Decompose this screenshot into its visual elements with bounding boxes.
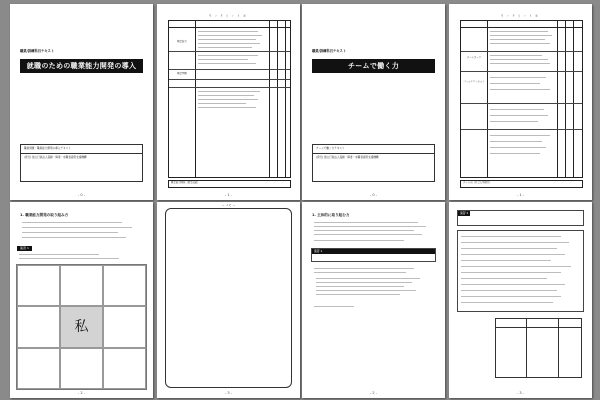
row-label: チームワーク [466, 56, 482, 59]
page-number: - 3 - [517, 390, 524, 395]
memo-title: ー メモ ー [221, 203, 236, 207]
cover-info-line: 職業訓練・職業能力開発の導入テキスト [24, 147, 71, 150]
section-title: 1. 職業能力開発の取り組み方 [20, 213, 69, 217]
cover-title: チームで働く力 [312, 59, 435, 73]
cover-info-box [312, 144, 435, 182]
worksheet-header: ﾜ ｰ ｸ ｼ ｰ ﾄ ① [209, 14, 248, 18]
worksheet-footer: 職業能力開発（就業技能） [168, 180, 291, 188]
page-number: - 0 - [78, 192, 85, 197]
cover-publisher: (発行) 独立行政法人高齢・障害・求職者雇用支援機構 [24, 155, 87, 159]
spread-top-left [10, 4, 300, 200]
page-number: - 2 - [78, 390, 85, 395]
exercise-label: 演習 1 [17, 246, 32, 251]
exercise-label: 演習 2 [460, 211, 469, 215]
page-cover-2 [302, 4, 445, 200]
cover-tag: 職業/訓練科目テキスト [20, 49, 55, 53]
spread-bottom-left [10, 202, 300, 398]
spread-top-right [302, 4, 592, 200]
page-content-2 [302, 202, 445, 398]
page-content-1 [10, 202, 153, 398]
page-number: - 1 - [225, 192, 232, 197]
answer-table [495, 318, 582, 378]
spread-bottom-right [302, 202, 592, 398]
page-worksheet-2 [449, 4, 592, 200]
worksheet-table [460, 20, 583, 178]
worksheet-header: ﾜ ｰ ｸ ｼ ｰ ﾄ ① [501, 14, 540, 18]
page-number: - 0 - [370, 192, 377, 197]
exercise-label: 演習 1 [312, 249, 435, 254]
grid-center-cell: 私 [60, 306, 103, 347]
cover-info-line: チームで働く力テキスト [316, 147, 345, 150]
exercise-box [311, 248, 436, 262]
cover-tag: 職業/訓練科目テキスト [312, 49, 347, 53]
worksheet-table [168, 20, 291, 178]
page-number: - 1 - [517, 192, 524, 197]
page-worksheet-1 [157, 4, 300, 200]
cover-info-box [20, 144, 143, 182]
page-content-3 [449, 202, 592, 398]
page-number: - 2 - [370, 390, 377, 395]
page-number: - 3 - [225, 390, 232, 395]
memo-frame [165, 208, 292, 388]
page-memo [157, 202, 300, 398]
cover-publisher: (発行) 独立行政法人高齢・障害・求職者雇用支援機構 [316, 155, 379, 159]
cover-title: 就職のための職業能力開発の導入 [20, 59, 143, 73]
page-cover-1 [10, 4, 153, 200]
section-title: 1. 主体的に取り組む力 [312, 213, 350, 217]
exercise-box [457, 210, 584, 226]
mandala-grid [16, 264, 147, 390]
worksheet-footer: チーム内（社会人基礎力） [460, 180, 583, 188]
row-label: 職業理解 [177, 72, 187, 75]
row-label: 職業能力 [177, 40, 187, 43]
row-label: コミュニケーション [463, 80, 485, 83]
